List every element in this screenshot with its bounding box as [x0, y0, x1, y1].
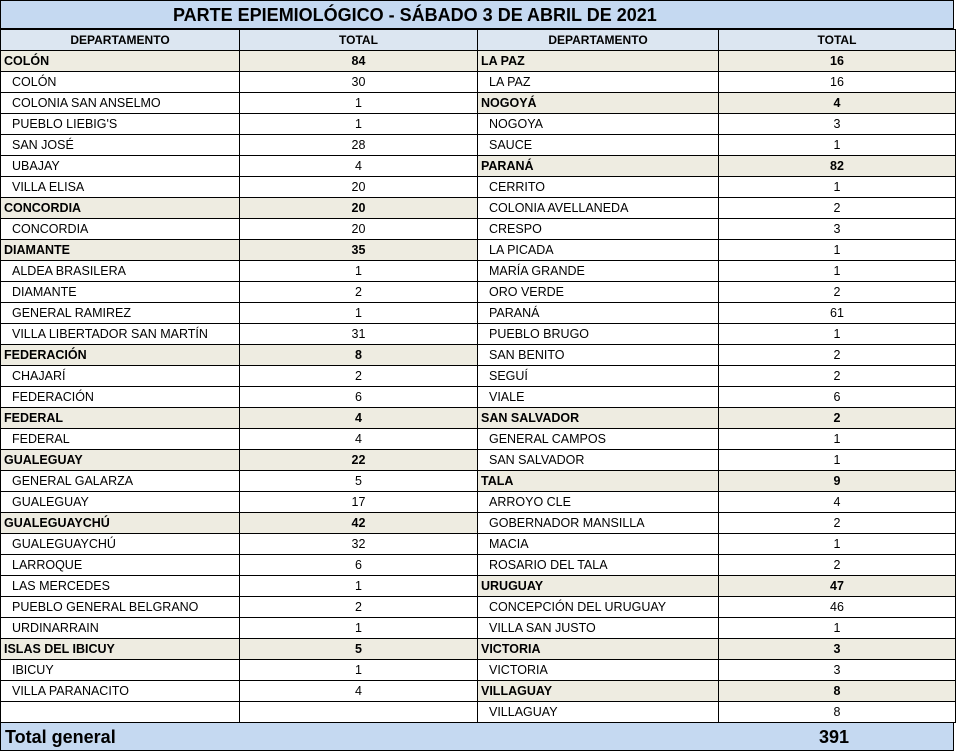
department-row [1, 408, 478, 429]
locality-row [1, 681, 478, 702]
locality-name: CHAJARÍ [1, 366, 240, 387]
locality-total: 1 [719, 261, 956, 282]
locality-name: DIAMANTE [1, 282, 240, 303]
locality-row [1, 597, 478, 618]
locality-name: VILLA ELISA [1, 177, 240, 198]
header-row [1, 30, 478, 51]
total-general-label: Total general [5, 727, 116, 747]
locality-name: LAS MERCEDES [1, 576, 240, 597]
locality-total: 1 [240, 303, 478, 324]
locality-total: 31 [240, 324, 478, 345]
department-total: 84 [240, 51, 478, 72]
department-row [478, 156, 956, 177]
department-row [478, 681, 956, 702]
locality-name: GOBERNADOR MANSILLA [478, 513, 719, 534]
locality-total: 2 [240, 366, 478, 387]
department-name: COLÓN [1, 51, 240, 72]
department-row [478, 51, 956, 72]
locality-row [1, 135, 478, 156]
left-table [0, 29, 478, 723]
locality-name [1, 702, 240, 723]
locality-total: 2 [240, 597, 478, 618]
locality-total: 1 [240, 261, 478, 282]
locality-total: 17 [240, 492, 478, 513]
right-table [477, 29, 956, 723]
locality-name: PUEBLO BRUGO [478, 324, 719, 345]
department-total: 8 [719, 681, 956, 702]
locality-total: 2 [240, 282, 478, 303]
locality-name: VIALE [478, 387, 719, 408]
locality-name: PUEBLO LIEBIG'S [1, 114, 240, 135]
locality-total: 32 [240, 534, 478, 555]
locality-total: 1 [240, 618, 478, 639]
department-total: 20 [240, 198, 478, 219]
total-general-row [0, 722, 954, 751]
locality-name: NOGOYA [478, 114, 719, 135]
locality-row [478, 366, 956, 387]
locality-row [478, 492, 956, 513]
locality-row [478, 282, 956, 303]
department-row [478, 639, 956, 660]
locality-row [1, 387, 478, 408]
locality-row [478, 219, 956, 240]
locality-name: SAUCE [478, 135, 719, 156]
department-total: 8 [240, 345, 478, 366]
locality-name: FEDERACIÓN [1, 387, 240, 408]
locality-row [478, 324, 956, 345]
locality-total: 16 [719, 72, 956, 93]
locality-row [478, 387, 956, 408]
locality-total: 1 [719, 135, 956, 156]
locality-row [1, 114, 478, 135]
department-name: NOGOYÁ [478, 93, 719, 114]
locality-total: 46 [719, 597, 956, 618]
department-total: 4 [719, 93, 956, 114]
locality-name: GENERAL RAMIREZ [1, 303, 240, 324]
department-total: 47 [719, 576, 956, 597]
locality-total: 2 [719, 555, 956, 576]
locality-row [1, 219, 478, 240]
locality-name: IBICUY [1, 660, 240, 681]
locality-total: 3 [719, 114, 956, 135]
locality-row [1, 555, 478, 576]
department-row [1, 450, 478, 471]
department-name: VICTORIA [478, 639, 719, 660]
department-name: VILLAGUAY [478, 681, 719, 702]
locality-total: 8 [719, 702, 956, 723]
locality-row [1, 366, 478, 387]
department-row [1, 51, 478, 72]
locality-row [1, 177, 478, 198]
header-total: TOTAL [719, 30, 956, 51]
locality-row [1, 282, 478, 303]
locality-name: URDINARRAIN [1, 618, 240, 639]
locality-row [1, 72, 478, 93]
locality-name: ORO VERDE [478, 282, 719, 303]
department-name: TALA [478, 471, 719, 492]
locality-row [1, 618, 478, 639]
locality-name: LARROQUE [1, 555, 240, 576]
department-total: 2 [719, 408, 956, 429]
locality-name: ARROYO CLE [478, 492, 719, 513]
department-name: URUGUAY [478, 576, 719, 597]
locality-total: 5 [240, 471, 478, 492]
department-row [1, 345, 478, 366]
locality-name: VILLA SAN JUSTO [478, 618, 719, 639]
locality-total: 2 [719, 198, 956, 219]
locality-total: 4 [240, 681, 478, 702]
header-departamento: DEPARTAMENTO [1, 30, 240, 51]
locality-row [478, 660, 956, 681]
locality-name: FEDERAL [1, 429, 240, 450]
department-name: FEDERACIÓN [1, 345, 240, 366]
locality-row [1, 324, 478, 345]
locality-total: 6 [240, 555, 478, 576]
locality-total: 1 [719, 534, 956, 555]
department-name: GUALEGUAYCHÚ [1, 513, 240, 534]
locality-name: LA PICADA [478, 240, 719, 261]
locality-total: 1 [240, 660, 478, 681]
report-title: PARTE EPIEMIOLÓGICO - SÁBADO 3 DE ABRIL DE 2021 [0, 0, 954, 29]
locality-total: 6 [719, 387, 956, 408]
department-row [1, 639, 478, 660]
locality-row [478, 555, 956, 576]
department-row [478, 93, 956, 114]
locality-row [1, 261, 478, 282]
department-total: 82 [719, 156, 956, 177]
locality-total: 1 [719, 324, 956, 345]
locality-name: MARÍA GRANDE [478, 261, 719, 282]
locality-row [478, 345, 956, 366]
locality-name: SAN SALVADOR [478, 450, 719, 471]
locality-total: 3 [719, 660, 956, 681]
header-departamento: DEPARTAMENTO [478, 30, 719, 51]
locality-total: 20 [240, 219, 478, 240]
locality-row [478, 597, 956, 618]
locality-row [478, 702, 956, 723]
locality-row [1, 93, 478, 114]
locality-name: UBAJAY [1, 156, 240, 177]
department-total: 35 [240, 240, 478, 261]
department-total: 3 [719, 639, 956, 660]
locality-total: 3 [719, 219, 956, 240]
locality-row [478, 177, 956, 198]
department-row [478, 408, 956, 429]
locality-row [478, 135, 956, 156]
department-total: 9 [719, 471, 956, 492]
locality-total: 30 [240, 72, 478, 93]
department-name: LA PAZ [478, 51, 719, 72]
locality-name: COLÓN [1, 72, 240, 93]
locality-total: 1 [240, 93, 478, 114]
department-name: FEDERAL [1, 408, 240, 429]
locality-row [1, 576, 478, 597]
locality-total: 2 [719, 282, 956, 303]
locality-name: VILLA PARANACITO [1, 681, 240, 702]
locality-total: 6 [240, 387, 478, 408]
locality-name: VICTORIA [478, 660, 719, 681]
locality-row [478, 513, 956, 534]
locality-row [478, 114, 956, 135]
locality-name: COLONIA SAN ANSELMO [1, 93, 240, 114]
locality-row [1, 702, 478, 723]
locality-name: CONCORDIA [1, 219, 240, 240]
header-total: TOTAL [240, 30, 478, 51]
locality-total: 28 [240, 135, 478, 156]
locality-total: 1 [240, 576, 478, 597]
locality-row [478, 429, 956, 450]
locality-name: SAN BENITO [478, 345, 719, 366]
locality-total: 61 [719, 303, 956, 324]
locality-total: 1 [719, 177, 956, 198]
department-total: 42 [240, 513, 478, 534]
locality-row [478, 240, 956, 261]
locality-name: SAN JOSÉ [1, 135, 240, 156]
department-name: GUALEGUAY [1, 450, 240, 471]
locality-row [478, 198, 956, 219]
department-total: 5 [240, 639, 478, 660]
department-name: PARANÁ [478, 156, 719, 177]
locality-total: 4 [240, 429, 478, 450]
locality-name: PARANÁ [478, 303, 719, 324]
locality-total: 2 [719, 513, 956, 534]
department-total: 16 [719, 51, 956, 72]
department-name: DIAMANTE [1, 240, 240, 261]
department-total: 22 [240, 450, 478, 471]
locality-name: PUEBLO GENERAL BELGRANO [1, 597, 240, 618]
locality-row [478, 72, 956, 93]
locality-name: CERRITO [478, 177, 719, 198]
locality-total: 1 [719, 240, 956, 261]
locality-total: 1 [719, 450, 956, 471]
locality-name: ROSARIO DEL TALA [478, 555, 719, 576]
locality-row [1, 471, 478, 492]
total-general-value: 391 [819, 727, 850, 747]
department-row [478, 576, 956, 597]
department-row [1, 513, 478, 534]
department-row [478, 471, 956, 492]
locality-row [478, 303, 956, 324]
locality-total [240, 702, 478, 723]
locality-row [478, 618, 956, 639]
locality-name: VILLA LIBERTADOR SAN MARTÍN [1, 324, 240, 345]
locality-name: GUALEGUAY [1, 492, 240, 513]
department-row [1, 198, 478, 219]
locality-total: 2 [719, 366, 956, 387]
department-row [1, 240, 478, 261]
locality-name: GENERAL CAMPOS [478, 429, 719, 450]
locality-name: SEGUÍ [478, 366, 719, 387]
locality-name: GUALEGUAYCHÚ [1, 534, 240, 555]
locality-total: 4 [719, 492, 956, 513]
locality-name: LA PAZ [478, 72, 719, 93]
locality-total: 1 [719, 618, 956, 639]
locality-row [1, 660, 478, 681]
locality-total: 1 [240, 114, 478, 135]
department-total: 4 [240, 408, 478, 429]
locality-row [478, 450, 956, 471]
department-name: ISLAS DEL IBICUY [1, 639, 240, 660]
department-name: CONCORDIA [1, 198, 240, 219]
locality-row [1, 303, 478, 324]
locality-row [1, 492, 478, 513]
department-name: SAN SALVADOR [478, 408, 719, 429]
locality-total: 20 [240, 177, 478, 198]
locality-name: CRESPO [478, 219, 719, 240]
locality-total: 1 [719, 429, 956, 450]
locality-name: MACIA [478, 534, 719, 555]
header-row [478, 30, 956, 51]
locality-total: 2 [719, 345, 956, 366]
locality-row [1, 156, 478, 177]
locality-name: CONCEPCIÓN DEL URUGUAY [478, 597, 719, 618]
locality-name: VILLAGUAY [478, 702, 719, 723]
locality-total: 4 [240, 156, 478, 177]
locality-row [1, 429, 478, 450]
locality-row [478, 534, 956, 555]
locality-row [478, 261, 956, 282]
locality-row [1, 534, 478, 555]
locality-name: GENERAL GALARZA [1, 471, 240, 492]
locality-name: COLONIA AVELLANEDA [478, 198, 719, 219]
locality-name: ALDEA BRASILERA [1, 261, 240, 282]
